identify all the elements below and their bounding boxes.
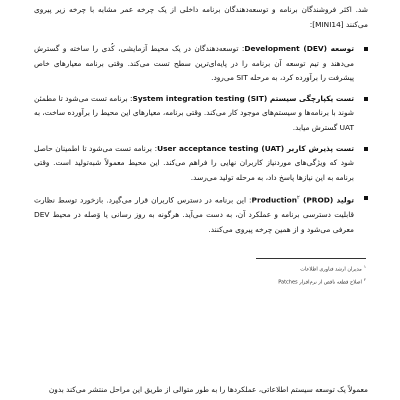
item-title: تولید (PROD) Production [251,195,355,205]
item-body: : این برنامه در دسترس کاربران قرار می‌گیرد. بازخورد توسط نظارت قابلیت دسترسی برنامه و عملکرد آن، به دست می‌آید. هرگونه به روز رسانی یا وَصله در محیط DEV معرفی می‌شود و از همین چرخه پیروی می‌کنند. [34,195,354,234]
item-title: تست یکپارچگی سیستم (SIT) System integration testing [132,93,354,103]
footnote-text: اصلاح قطعه ناقص از نرم‌افزار Patches [278,279,362,286]
footnote-divider [256,258,366,259]
list-item [34,142,368,186]
footnote-ref: ۲ [297,195,300,202]
footnote-number: ۲ [363,276,366,282]
lifecycle-list [34,42,368,244]
list-item [34,42,368,86]
list-item [34,92,368,136]
continuation-paragraph: معمولاً یک توسعه سیستم اطلاعاتی، عملکردها را به طور متوالی از طریق این مراحل منتشر می‌کند بدون [48,385,368,394]
list-item [34,191,368,237]
footnotes [166,262,366,287]
bullet-square-icon [364,47,368,51]
item-body: : برنامه تست می‌شود تا اطمینان حاصل شود که ویژگی‌های موردنیاز کاربران نهایی را فراهم می‌کند. این محیط معمولاً شبه‌تولید است. وقتی برنامه به این نیازها پاسخ داد، به مرحله تولید می‌رسد. [34,143,354,182]
item-body: : توسعه‌دهندگان در یک محیط آزمایشی، کُدی را ساخته و گسترش می‌دهند و تیم توسعه آن برنامه را در پایه‌ای‌ترین سطح تست می‌کند. وقتی برنامه معیارهای خاص پیشرفت را برآورده کرد، به مرحله SIT می‌رود. [34,44,354,83]
item-title: توسعه (DEV) Development [244,44,355,53]
item-title: تست پذیرش کاربر (UAT) User acceptance testing [157,143,354,153]
intro-paragraph: شد. اکثر فروشندگان برنامه و توسعه‌دهندگان برنامه داخلی از یک چرخه عمر مشابه با چرخه زیر پیروی می‌کنند [MINI14]: [34,5,368,29]
bullet-square-icon [364,147,368,151]
bullet-square-icon [364,97,368,101]
footnote-number: ۱ [363,264,366,269]
footnote [166,262,366,275]
bullet-square-icon [364,196,368,200]
item-body: : برنامه تست می‌شود تا مطمئن شوند با برنامه‌ها و سیستم‌های موجود کار می‌کند. وقتی برنامه، معیارهای این محیط را برآورده ساخت، به UAT گسترش میابد. [34,93,354,132]
footnote [166,275,366,288]
footnote-text: مدیران ارشد فناوری اطلاعات [300,266,362,273]
